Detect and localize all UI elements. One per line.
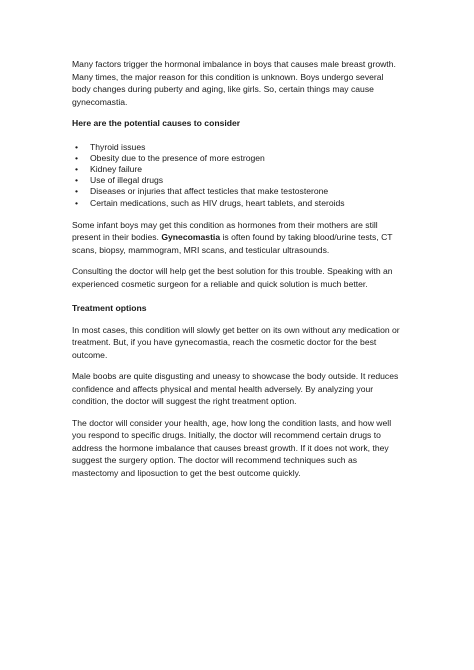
causes-heading: Here are the potential causes to consider (72, 118, 241, 128)
list-item: • Kidney failure (75, 163, 143, 174)
infant-paragraph: Some infant boys may get this condition as hormones from their mothers are still present in their bodies. Gynecomastia is often found by taking blood/urine tests, CT scans, biopsy, mammogram, MRI scans, and testicular ultrasounds. (72, 219, 393, 255)
list-item: • Use of illegal drugs (75, 175, 164, 186)
treatment-paragraph-3: The doctor will consider your health, age, how long the condition lasts, and how well you respond to specific drugs. Initially, the doctor will recommend certain drugs to address the hormone imbalance that causes breast growth. If it does not work, they suggest the surgery option. The doctor will recommend techniques such as mastectomy and liposuction to get the best outcome quickly. (72, 417, 392, 478)
bullet-icon: • (75, 163, 79, 174)
list-item: • Thyroid issues (75, 141, 146, 152)
bullet-icon: • (75, 175, 79, 186)
treatment-heading: Treatment options (72, 303, 147, 314)
bullet-icon: • (75, 186, 79, 197)
list-item: • Certain medications, such as HIV drugs, heart tablets, and steroids (75, 197, 345, 208)
bullet-icon: • (75, 152, 79, 163)
gynecomastia-term: Gynecomastia (161, 232, 221, 243)
treatment-paragraph-1: In most cases, this condition will slowly get better on its own without any medication or treatment. But, if you have gynecomastia, reach the cosmetic doctor for the best outcome. (72, 324, 400, 360)
causes-list (72, 142, 404, 209)
bullet-icon: • (75, 141, 79, 152)
consult-paragraph: Consulting the doctor will help get the best solution for this trouble. Speaking with an experienced cosmetic surgeon for a reliable and quick solution is much better. (72, 266, 393, 289)
bullet-icon: • (75, 197, 79, 208)
list-item: • Obesity due to the presence of more estrogen (75, 152, 265, 163)
treatment-paragraph-2: Male boobs are quite disgusting and uneasy to showcase the body outside. It reduces confidence and affects physical and mental health adversely. By analyzing your condition, the doctor will suggest the right treatment option. (72, 371, 399, 407)
intro-paragraph: Many factors trigger the hormonal imbalance in boys that causes male breast growth. Many times, the major reason for this condition is unknown. Boys undergo several body changes during puberty and aging, like girls. So, certain things may cause gynecomastia. (72, 59, 396, 107)
list-item: • Diseases or injuries that affect testicles that make testosterone (75, 186, 329, 197)
